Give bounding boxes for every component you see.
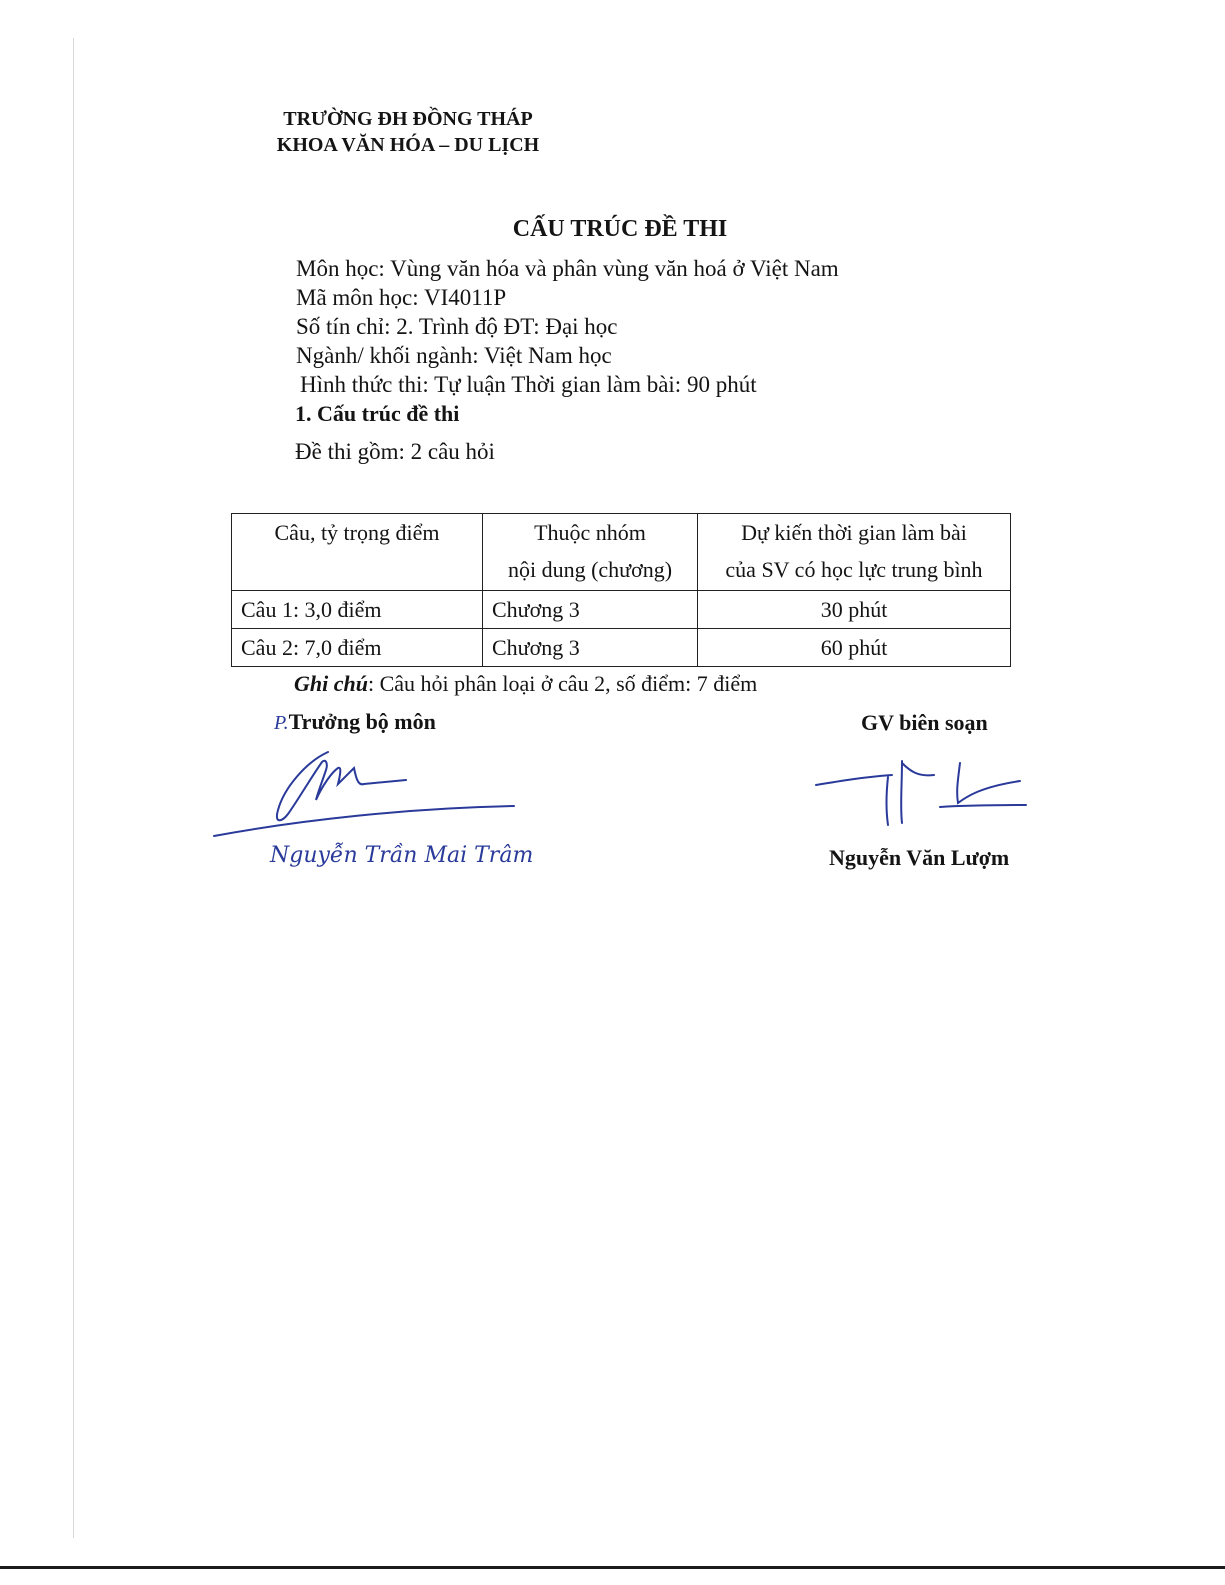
header-cell-time	[698, 514, 1011, 591]
cell-time: 60 phút	[698, 629, 1011, 667]
lecturer-title: GV biên soạn	[861, 710, 988, 735]
question-count-line: Đề thi gồm: 2 câu hỏi	[295, 439, 495, 464]
handwritten-name: Nguyễn Trần Mai Trâm	[270, 843, 534, 868]
document-header	[258, 106, 558, 158]
lecturer-signature	[810, 755, 1040, 835]
head-of-department-title	[274, 709, 436, 735]
scan-edge-left	[73, 38, 74, 1538]
head-of-department-signature	[210, 740, 560, 890]
university-name: TRƯỜNG ĐH ĐỒNG THÁP	[283, 108, 533, 130]
table-header-row	[232, 514, 1011, 591]
header-text: của SV có học lực trung bình	[725, 557, 983, 582]
major-line: Ngành/ khối ngành: Việt Nam học	[296, 343, 612, 368]
faculty-name: KHOA VĂN HÓA – DU LỊCH	[276, 134, 540, 156]
header-text: nội dung (chương)	[507, 557, 673, 582]
header-text: Thuộc nhóm	[534, 520, 646, 545]
header-text: Dự kiến thời gian làm bài	[741, 520, 967, 545]
header-text: Câu, tỷ trọng điểm	[274, 520, 440, 545]
table-row	[232, 629, 1011, 667]
cell-question: Câu 2: 7,0 điểm	[232, 629, 483, 667]
head-of-department-label: Trưởng bộ môn	[288, 709, 436, 734]
acting-prefix: P.	[274, 712, 289, 734]
section-title: 1. Cấu trúc đề thi	[295, 401, 460, 426]
header-cell-question	[232, 514, 483, 591]
credits-line: Số tín chỉ: 2. Trình độ ĐT: Đại học	[296, 314, 618, 339]
note-text: : Câu hỏi phân loại ở câu 2, số điểm: 7 điểm	[367, 671, 758, 696]
cell-chapter: Chương 3	[483, 591, 698, 629]
note-label: Ghi chú	[294, 671, 368, 696]
cell-time: 30 phút	[698, 591, 1011, 629]
note-line	[294, 671, 757, 697]
cell-chapter: Chương 3	[483, 629, 698, 667]
header-cell-chapter	[483, 514, 698, 591]
document-title: CẤU TRÚC ĐỀ THI	[512, 216, 728, 242]
subject-code-line: Mã môn học: VI4011P	[296, 285, 507, 310]
scan-edge-bottom	[0, 1566, 1225, 1569]
table-row	[232, 591, 1011, 629]
subject-line: Môn học: Vùng văn hóa và phân vùng văn hoá ở Việt Nam	[296, 256, 839, 281]
exam-structure-table	[231, 513, 1011, 667]
exam-format-line: Hình thức thi: Tự luận Thời gian làm bài: 90 phút	[300, 372, 757, 397]
lecturer-name: Nguyễn Văn Lượm	[829, 845, 1010, 870]
cell-question: Câu 1: 3,0 điểm	[232, 591, 483, 629]
